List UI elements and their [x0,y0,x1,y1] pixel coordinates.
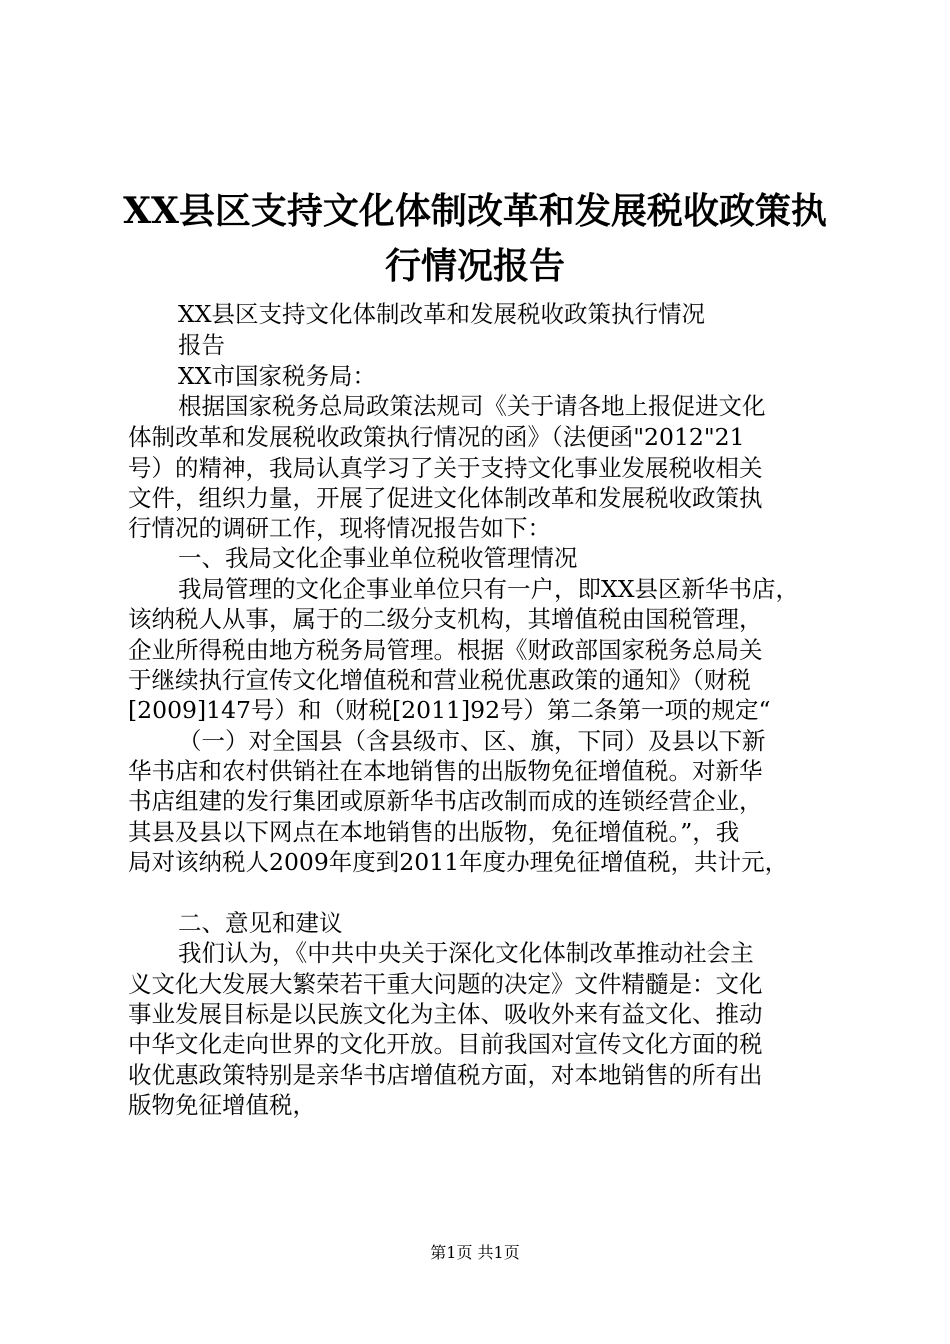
body-line: 华书店和农村供销社在本地销售的出版物免征增值税。对新华 [128,757,763,785]
body-line: 局对该纳税人2009年度到2011年度办理免征增值税，共计元， [128,848,789,876]
body-line: 中华文化走向世界的文化开放。目前我国对宣传文化方面的税 [128,1030,763,1058]
page-footer: 第1页 共1页 [430,1243,520,1262]
body-line: 我局管理的文化企事业单位只有一户，即XX县区新华书店， [178,575,799,603]
body-line: 文件，组织力量，开展了促进文化体制改革和发展税收政策执 [128,484,763,512]
body-line: 版物免征增值税， [128,1091,316,1119]
body-line: 体制改革和发展税收政策执行情况的函》（法便函"2012"21 [128,423,745,451]
body-line: 于继续执行宣传文化增值税和营业税优惠政策的通知》（财税 [128,666,751,694]
section-heading: 一、我局文化企事业单位税收管理情况 [178,544,578,572]
body-line: 我们认为，《中共中央关于深化文化体制改革推动社会主 [178,939,754,967]
body-line: 其县及县以下网点在本地销售的出版物，免征增值税。”，我 [128,818,740,846]
body-line: 根据国家税务总局政策法规司《关于请各地上报促进文化 [178,392,766,420]
body-line: 书店组建的发行集团或原新华书店改制而成的连锁经营企业， [128,787,763,815]
addressee-line: XX市国家税务局： [178,362,376,390]
document-title-line-2: 行情况报告 [384,245,565,287]
body-line: 该纳税人从事，属于的二级分支机构，其增值税由国税管理， [128,605,763,633]
document-title-line-1: XX县区支持文化体制改革和发展税收政策执 [123,190,827,232]
body-line: 事业发展目标是以民族文化为主体、吸收外来有益文化、推动 [128,1000,763,1028]
body-line: XX县区支持文化体制改革和发展税收政策执行情况 [178,300,705,328]
body-line: 义文化大发展大繁荣若干重大问题的决定》文件精髓是：文化 [128,970,763,998]
section-heading: 二、意见和建议 [178,909,343,937]
body-line: 行情况的调研工作，现将情况报告如下： [128,514,551,542]
body-line: 号）的精神，我局认真学习了关于支持文化事业发展税收相关 [128,454,763,482]
body-line: 报告 [178,331,225,359]
body-line: （一）对全国县（含县级市、区、旗，下同）及县以下新 [178,727,766,755]
body-line: 企业所得税由地方税务局管理。根据《财政部国家税务总局关 [128,636,763,664]
body-line: [2009]147号）和（财税[2011]92号）第二条第一项的规定“ [128,696,771,724]
body-line: 收优惠政策特别是亲华书店增值税方面，对本地销售的所有出 [128,1061,763,1089]
